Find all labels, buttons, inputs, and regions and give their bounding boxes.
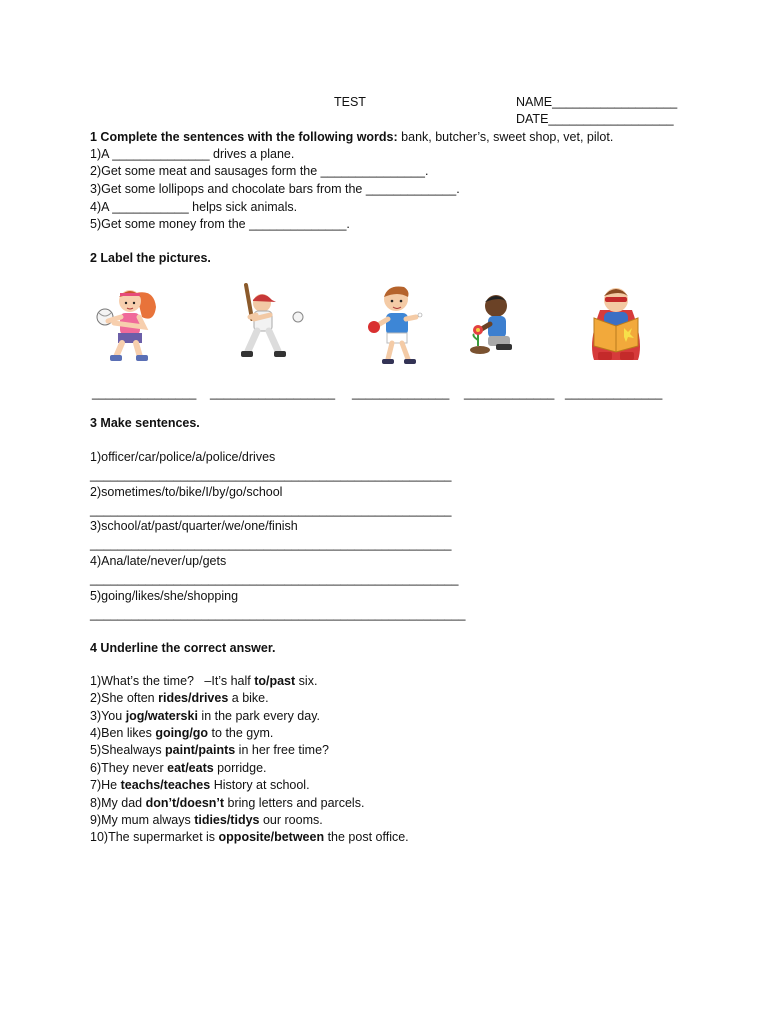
gardening-boy-icon [466, 290, 522, 360]
section3-answer-line: _____________________________________________________ [90, 572, 459, 586]
item-text: bring letters and parcels. [224, 796, 365, 810]
answer-choices: rides/drives [158, 691, 229, 705]
section4-item [90, 830, 409, 845]
answer-choices: tidies/tidys [194, 813, 260, 827]
section1-item: 5)Get some money from the ______________. [90, 217, 350, 231]
label-answer-line: __________________ [210, 386, 336, 400]
section3-answer-line: ______________________________________________________ [90, 607, 466, 621]
section3-prompt: 1)officer/car/police/a/police/drives [90, 450, 276, 464]
section3-answer-line: ____________________________________________________ [90, 468, 452, 482]
section2-title: 2 Label the pictures. [90, 251, 211, 265]
item-text: 7)He [90, 778, 121, 792]
section4-item [90, 796, 364, 811]
item-text: 10)The supermarket is [90, 830, 219, 844]
item-text: 4)Ben likes [90, 726, 156, 740]
date-field-label: DATE__________________ [516, 112, 674, 126]
label-answer-line: ______________ [352, 386, 450, 400]
section1-item: 1)A ______________ drives a plane. [90, 147, 295, 161]
item-text: 1)What’s the time? –It’s half [90, 674, 255, 688]
test-title: TEST [334, 95, 366, 109]
section3-prompt: 3)school/at/past/quarter/we/one/finish [90, 519, 298, 533]
item-text: in her free time? [235, 743, 329, 757]
answer-choices: paint/paints [165, 743, 236, 757]
section1-item: 2)Get some meat and sausages form the _______________. [90, 164, 429, 178]
superhero-reading-icon [580, 282, 652, 366]
item-text: 8)My dad [90, 796, 146, 810]
answer-choices: jog/waterski [125, 709, 198, 723]
section1-item: 3)Get some lollipops and chocolate bars from the _____________. [90, 182, 460, 196]
answer-choices: going/go [155, 726, 209, 740]
item-text: 6)They never [90, 761, 168, 775]
section4-item [90, 743, 329, 758]
answer-choices: don’t/doesn’t [145, 796, 225, 810]
label-answer-line: _______________ [92, 386, 197, 400]
item-text: the post office. [324, 830, 409, 844]
volleyball-girl-icon [94, 283, 166, 369]
item-text: 9)My mum always [90, 813, 195, 827]
item-text: in the park every day. [197, 709, 320, 723]
section1-item: 4)A ___________ helps sick animals. [90, 200, 298, 214]
item-text: a bike. [228, 691, 269, 705]
section1-word-list: bank, butcher’s, sweet shop, vet, pilot. [397, 130, 614, 144]
section4-item [90, 674, 317, 689]
section4-item [90, 726, 273, 741]
answer-choices: teachs/teaches [120, 778, 211, 792]
label-answer-line: ______________ [565, 386, 663, 400]
section4-item [90, 691, 269, 706]
answer-choices: to/past [254, 674, 296, 688]
item-text: 5)Shealways [90, 743, 166, 757]
table-tennis-boy-icon [364, 283, 428, 369]
section4-item [90, 778, 310, 793]
section4-item [90, 709, 320, 724]
section3-prompt: 5)going/likes/she/shopping [90, 589, 239, 603]
item-text: to the gym. [208, 726, 274, 740]
section3-title: 3 Make sentences. [90, 416, 200, 430]
section3-answer-line: ____________________________________________________ [90, 503, 452, 517]
section1-title [90, 130, 613, 145]
section3-prompt: 2)sometimes/to/bike/I/by/go/school [90, 485, 283, 499]
answer-choices: opposite/between [218, 830, 325, 844]
section4-title: 4 Underline the correct answer. [90, 641, 276, 655]
section3-answer-line: ____________________________________________________ [90, 537, 452, 551]
section4-item [90, 761, 267, 776]
answer-choices: eat/eats [167, 761, 214, 775]
section4-item [90, 813, 323, 828]
item-text: 3)You [90, 709, 126, 723]
label-answer-line: _____________ [464, 386, 555, 400]
section3-prompt: 4)Ana/late/never/up/gets [90, 554, 227, 568]
item-text: History at school. [210, 778, 310, 792]
section1-title-bold: 1 Complete the sentences with the following words: [90, 130, 398, 144]
item-text: porridge. [213, 761, 267, 775]
item-text: 2)She often [90, 691, 159, 705]
name-field-label: NAME__________________ [516, 95, 678, 109]
item-text: our rooms. [259, 813, 323, 827]
item-text: six. [295, 674, 318, 688]
baseball-boy-icon [232, 283, 306, 369]
